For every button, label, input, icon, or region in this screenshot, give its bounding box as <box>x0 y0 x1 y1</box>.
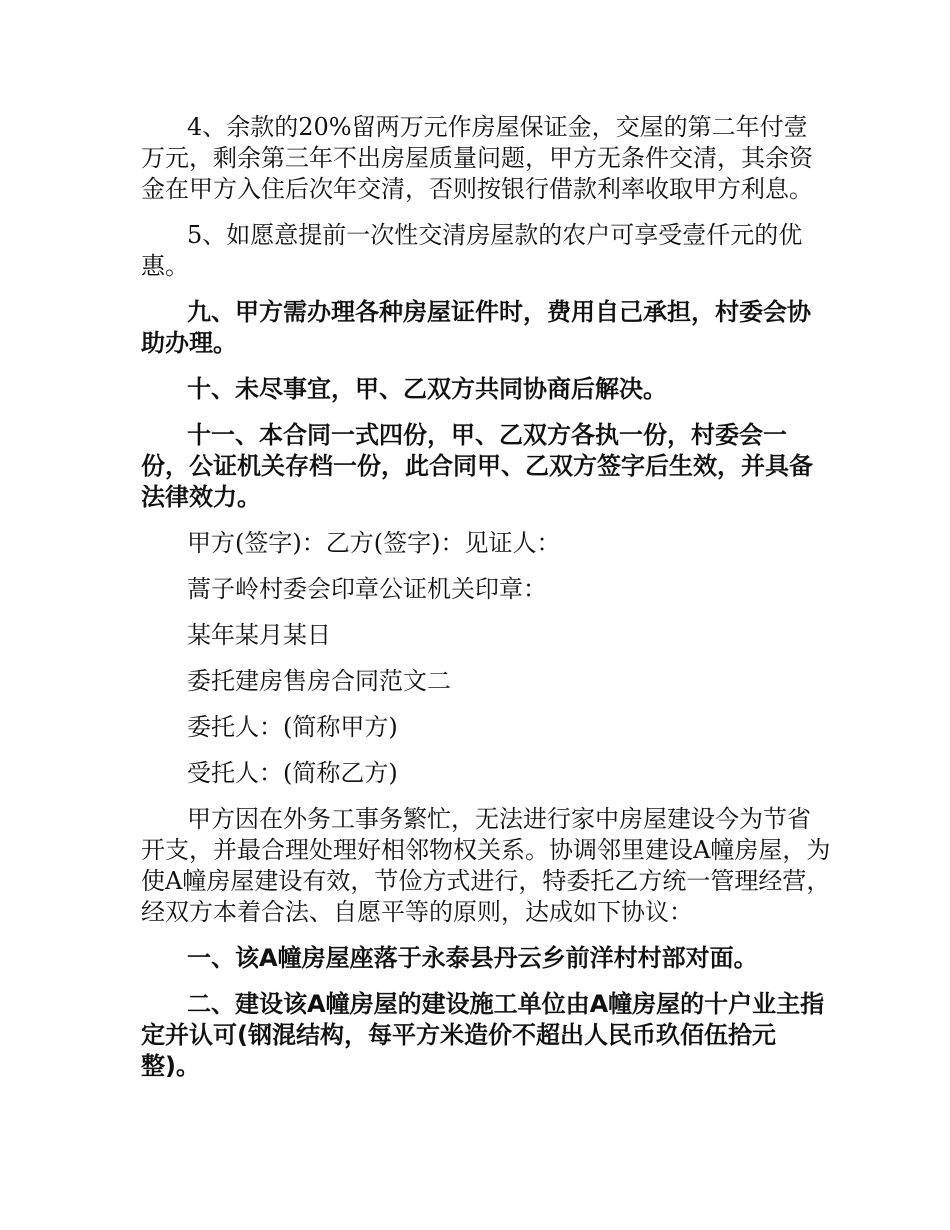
paragraph-early-payment-discount: 5、如愿意提前一次性交清房屋款的农户可享受壹仟元的优惠。 <box>141 221 803 280</box>
clause-ten-unresolved-matters: 十、未尽事宜，甲、乙双方共同协商后解决。 <box>187 375 667 403</box>
clause-two-contractor: 二、建设该A幢房屋的建设施工单位由A幢房屋的十户业主指定并认可(钢混结构，每平方米造价不超出人民币玖佰伍拾元整)。 <box>141 990 825 1080</box>
date-line: 某年某月某日 <box>187 621 331 649</box>
seal-line: 蒿子岭村委会印章公证机关印章： <box>187 575 547 603</box>
agent-line: 受托人：(简称乙方) <box>187 759 398 787</box>
document-body <box>141 112 831 1097</box>
clause-nine-certificates: 九、甲方需办理各种房屋证件时，费用自己承担，村委会协助办理。 <box>141 298 811 357</box>
signature-line: 甲方(签字)：乙方(签字)：见证人： <box>187 529 561 557</box>
paragraph-deposit-terms: 4、余款的20%留两万元作房屋保证金，交屋的第二年付壹万元，剩余第三年不出房屋质量问题，甲方无条件交清，其余资金在甲方入住后次年交清，否则按银行借款利率收取甲方利息。 <box>141 113 813 203</box>
sample-two-title: 委托建房售房合同范文二 <box>187 667 451 695</box>
clause-eleven-copies: 十一、本合同一式四份，甲、乙双方各执一份，村委会一份，公证机关存档一份，此合同甲、乙双方签字后生效，并具备法律效力。 <box>141 421 813 511</box>
clause-one-location: 一、该A幢房屋座落于永泰县丹云乡前洋村村部对面。 <box>187 944 758 972</box>
paragraph-intro: 甲方因在外务工事务繁忙，无法进行家中房屋建设今为节省开支，并最合理处理好相邻物权关系。协调邻里建设A幢房屋，为使A幢房屋建设有效，节俭方式进行，特委托乙方统一管理经营，经双方本着合法、自愿平等的原则，达成如下协议： <box>141 805 831 926</box>
principal-line: 委托人：(简称甲方) <box>187 713 398 741</box>
